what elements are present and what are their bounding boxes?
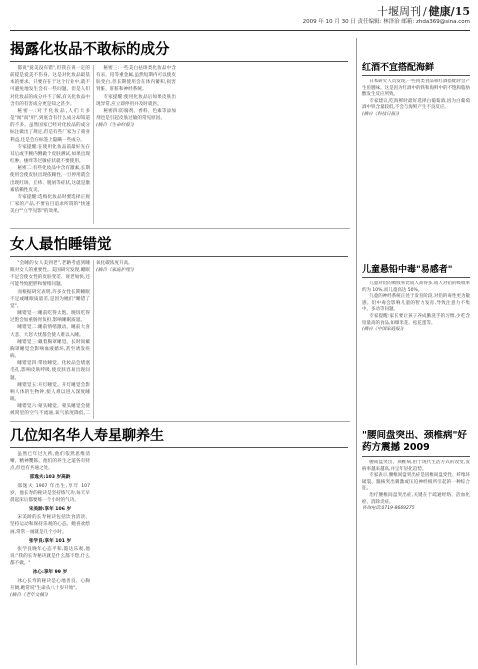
page-number: /15 bbox=[450, 5, 470, 18]
paragraph: 睡错觉五:开灯睡觉。开灯睡觉会影响人体的生物钟,使人难以进入深度睡眠。 bbox=[10, 382, 90, 402]
article-body bbox=[10, 451, 348, 665]
article-women-sleep bbox=[10, 233, 348, 419]
article-title: "腰间盘突出、颈椎病"好药方震撼 2009 bbox=[362, 430, 467, 453]
paragraph: 专家提醒:选购化妆品时要选择正规厂家的产品,不要盲目追求所谓的"快速美白""立竿见影"的效果。 bbox=[10, 194, 90, 215]
article-title: 女人最怕睡错觉 bbox=[10, 237, 112, 253]
masthead-separator: / bbox=[422, 5, 427, 18]
section-divider bbox=[10, 228, 350, 229]
dateline: 2009 年 10 月 30 日 责任编辑: 林泽治 邮箱: zhda369@sina.com bbox=[302, 19, 470, 25]
source-credit: (摘自《中国家庭报》) bbox=[362, 327, 404, 333]
paragraph: 儿童的神经系统正处于发育阶段,对铅的毒性更为敏感。铅中毒会影响儿童的智力发育,导致注意力不集中、多动等问题。 bbox=[362, 294, 470, 313]
article-title: 红酒不宜搭配海鲜 bbox=[362, 63, 435, 73]
paragraph: 秘密二:有些化妆品中含有激素,长期使用会使皮肤出现依赖性,一旦停用就会出现红斑、丘疹、脱屑等症状,这就是激素依赖性皮炎。 bbox=[10, 166, 90, 193]
article-body bbox=[10, 260, 348, 419]
article-child-lead bbox=[362, 262, 470, 422]
paragraph: 秘密四:防腐剂、香料、色素等添加剂也是引起皮肤过敏的常见原因。 bbox=[96, 108, 176, 122]
paragraph: 专家提醒:在使用化妆品前最好先在耳后或手腕内侧做个皮肤测试,如果出现红肿、瘙痒等过敏症状就不要使用。 bbox=[10, 144, 90, 165]
paragraph: 秘密一:对于化妆品,人们大多是"闻"而"用",到底含有什么成分却知道的不多。虽然国家已经对化妆品的成分标注做出了规定,但是有些厂家为了商业利益,还是会在标签上隐瞒一些成分。 bbox=[10, 108, 90, 143]
paragraph: 邵逸夫 1907 年出生,享年 107 岁。他长寿的秘诀是坚持练气功,每天早晨起床后都要练一个小时的气功。 bbox=[10, 483, 90, 503]
paragraph: 专家提醒:使用化妆品后如果皮肤出现异常,应立即停用并及时就医。 bbox=[96, 94, 176, 107]
paragraph: 睡错觉四:带妆睡觉。化妆品会堵塞毛孔,影响皮肤呼吸,使皮肤容易出现问题。 bbox=[10, 361, 90, 381]
title-rule bbox=[10, 61, 348, 62]
article-lumbar-ad bbox=[362, 430, 470, 665]
article-title: 儿童悬铅中毒"易感者" bbox=[362, 265, 453, 275]
source-credit: (摘自《生命时报》) bbox=[96, 123, 135, 129]
article-title: 几位知名华人寿星聊养生 bbox=[10, 428, 164, 444]
paragraph: 睡错觉三:戴着胸罩睡觉。长时间戴胸罩睡觉会影响血液循环,甚至诱发疾病。 bbox=[10, 339, 90, 360]
column-divider bbox=[356, 38, 357, 665]
source-credit: (摘自《家庭护理》) bbox=[96, 268, 135, 274]
paragraph: 腰间盘突出、颈椎病,由于现代生活方式的改变,发病率越来越高,并呈年轻化趋势。 bbox=[362, 460, 470, 472]
paragraph: 专家建议,吃海鲜时最好选择白葡萄酒,因为白葡萄酒中铁含量较低,不会与海鲜产生不良反应。 bbox=[362, 98, 470, 111]
article-longevity bbox=[10, 425, 348, 665]
paragraph: 睡错觉六:蒙头睡觉。蒙头睡觉会使被窝里的空气不流通,氧气浓度降低,二氧化碳浓度升高。 bbox=[10, 261, 133, 417]
paragraph: 虽然已年过九秩,他们依然思维清晰、精神矍铄。他们的养生之道各有特点,但也有共通之处。 bbox=[10, 452, 90, 472]
article-body bbox=[10, 65, 348, 224]
paragraph: 都说"爱美没有错",但我在说一定的前提是爱美不伤身。这是对化妆品最基本的要求。只要存在于这个行业中,就不可避免地发生会有一些问题。但是人们对化妆品的成分并不了解,有关化妆品中含有的有害成分更是知之甚少。 bbox=[10, 66, 90, 107]
article-red-wine-seafood bbox=[362, 60, 470, 238]
article-cosmetics bbox=[10, 38, 348, 224]
paragraph: 儿童对铅的吸收率比成人高得多,成人对铅的吸收率约为 10%,而儿童高达 50%。 bbox=[362, 281, 470, 293]
title-rule bbox=[10, 447, 348, 448]
paragraph: "会睡的女人美到老",老聃考虑到睡眠对女人的重要性。美国研究发现,睡眠不足会使女性的皮肤变差、衰老加快,还可能导致肥胖和情绪问题。 bbox=[10, 261, 90, 288]
subheading: 邵逸夫:103 岁高龄 bbox=[29, 475, 71, 481]
paragraph: 专家表示,腰椎间盘突出症是因椎间盘变性、纤维环破裂、髓核突出刺激或压迫神经根所引起的一种综合征。 bbox=[362, 473, 470, 492]
title-rule bbox=[362, 456, 470, 457]
paragraph: 而根据研究表明,许多女性长期睡眠不足或睡眠质量差,是因为她们"睡错了觉"。 bbox=[10, 289, 90, 309]
contact-phone: 咨询电话:0719-8669275 bbox=[362, 506, 415, 512]
article-body bbox=[362, 460, 470, 660]
title-rule bbox=[10, 256, 348, 257]
paragraph: 张学良晚年心态平和,豁达乐观,他说:"我的长寿秘诀就是什么都不想,什么都不做。" bbox=[10, 546, 90, 567]
paragraph: 冰心长寿的秘诀是心地善良、心胸开阔,她常说"生命从八十岁开始"。 bbox=[10, 578, 90, 591]
title-rule bbox=[362, 277, 470, 278]
source-credit: (摘自《科技日报》) bbox=[362, 111, 400, 117]
paragraph: 专家提醒:家长要让孩子养成勤洗手的习惯,少吃含铅量高的食品,如爆米花、松花蛋等。 bbox=[362, 313, 470, 326]
paragraph: 睡错觉二:睡前情绪激动。睡前大喜大悲、大怒大忧都会使人难以入睡。 bbox=[10, 325, 90, 338]
masthead-title: 十堰周刊 bbox=[376, 5, 421, 18]
title-rule bbox=[362, 75, 470, 76]
paragraph: 睡错觉一:睡前吃得太饱。晚饭吃得过饱会加重肠胃负担,影响睡眠质量。 bbox=[10, 311, 90, 324]
paragraph: 日本研究人员发现,一些肉类食品和红酒搭配时会产生鱼腥味。这是因为红酒中的铁和海鲜中的不饱和脂肪酸发生反应所致。 bbox=[362, 79, 470, 98]
article-title: 揭露化妆品不敢标的成分 bbox=[10, 42, 170, 58]
subheading: 宋美龄:享年 106 岁 bbox=[28, 507, 72, 513]
article-body bbox=[362, 79, 470, 238]
source-credit: (摘自《老年文摘》) bbox=[10, 592, 49, 598]
section-divider bbox=[10, 421, 350, 422]
page-header bbox=[10, 0, 470, 28]
paragraph: 宋美龄的长寿秘诀包括饮食清淡、坚持运动和保持乐观的心态。她喜欢绘画,常常一画就是几个小时。 bbox=[10, 515, 90, 535]
paragraph: 秘密三:一些美白祛斑类化妆品中含有汞、铅等重金属,虽然短期内可以使皮肤变白,但长期使用会在体内蓄积,损害肾脏、肝脏和神经系统。 bbox=[96, 66, 176, 93]
subheading: 冰心:享年 99 岁 bbox=[32, 570, 68, 576]
article-body bbox=[362, 281, 470, 419]
header-rule bbox=[10, 30, 470, 31]
section-name: 健康 bbox=[428, 5, 451, 18]
paragraph: 治疗腰椎间盘突出症,关键在于疏通经络、活血化瘀、消除炎症。 bbox=[362, 492, 470, 505]
subheading: 张学良:享年 101 岁 bbox=[28, 538, 72, 544]
